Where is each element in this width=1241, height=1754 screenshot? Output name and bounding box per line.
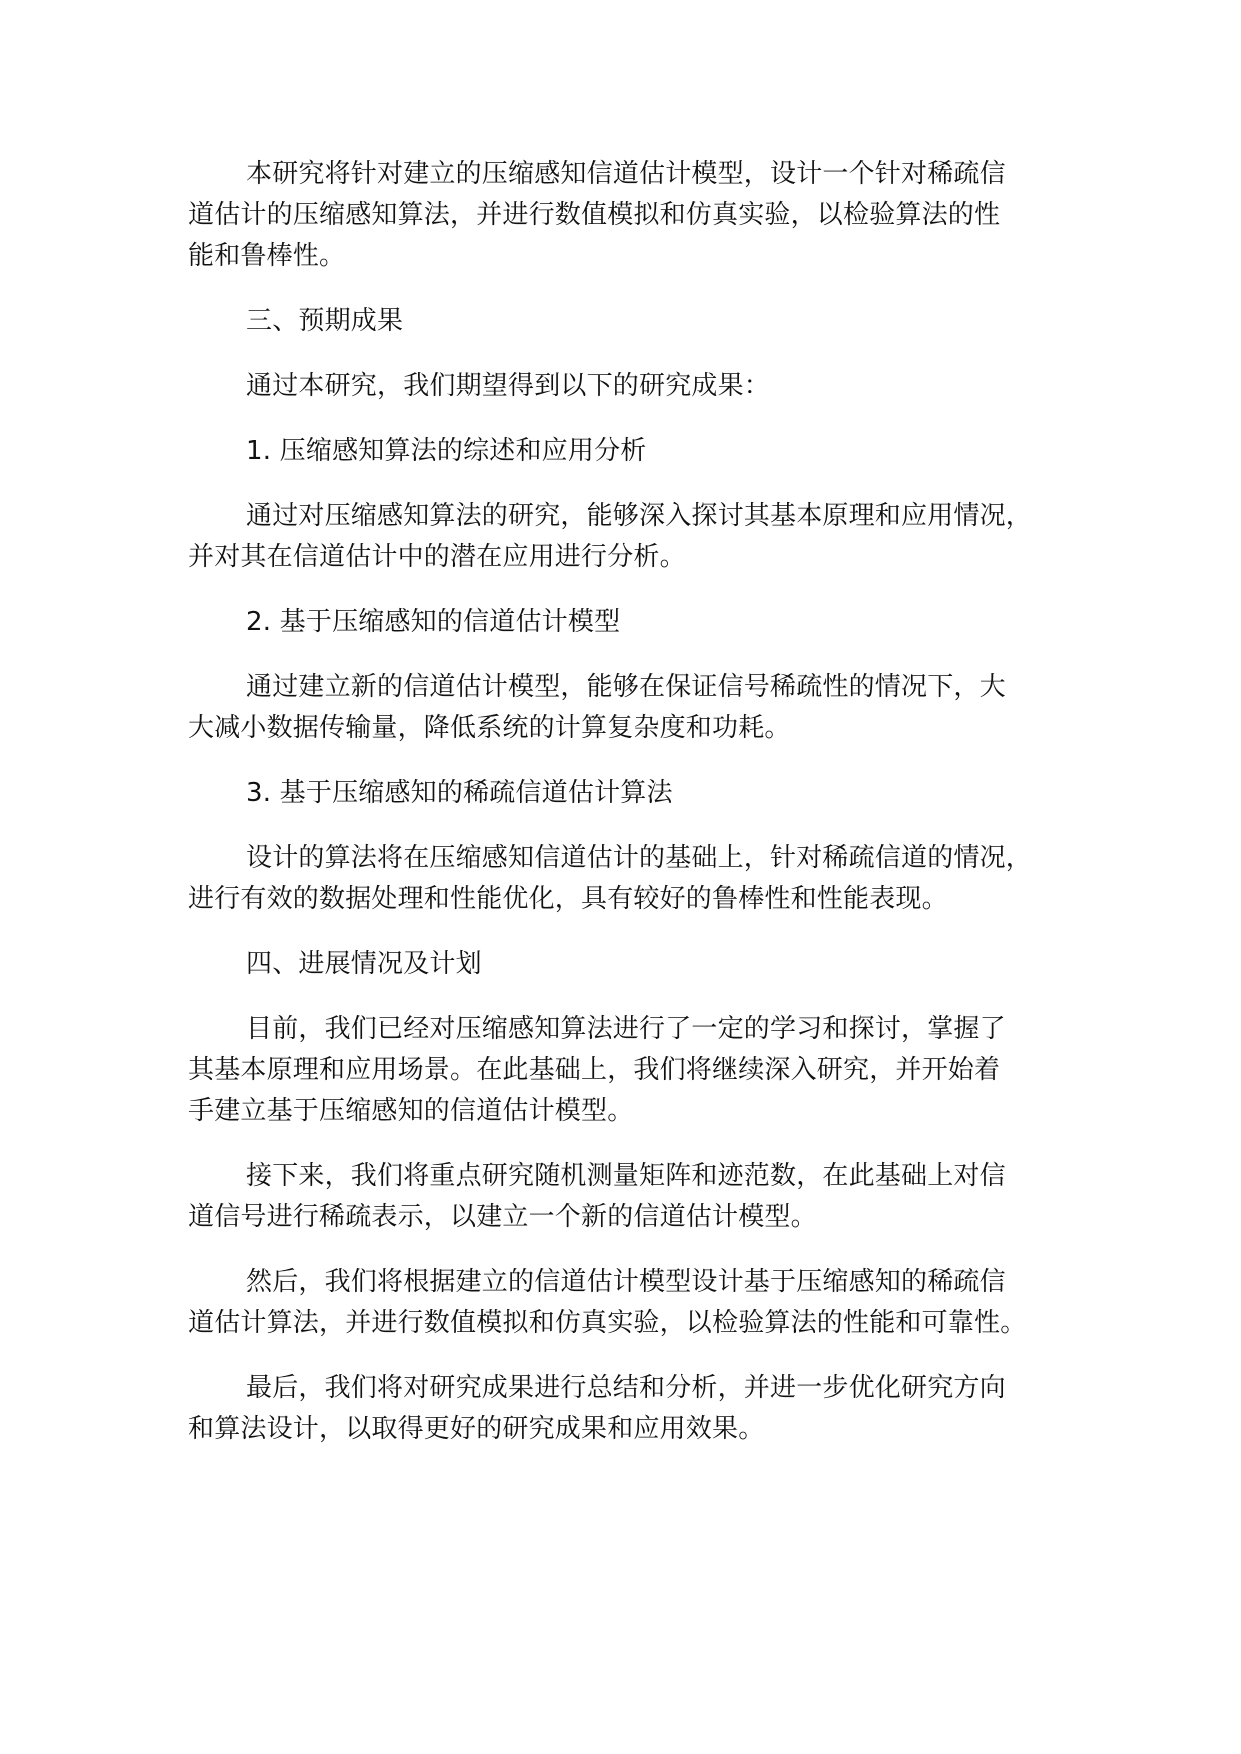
paragraph-research-plan: 本研究将针对建立的压缩感知信道估计模型，设计一个针对稀疏信 道估计的压缩感知算法，并进行数值模拟和仿真实验，以检验算法的性 能和鲁棒性。	[188, 159, 1006, 271]
paragraph-gap	[188, 472, 1088, 496]
paragraph-gap	[188, 643, 1088, 667]
list-item-heading-3: 3. 基于压缩感知的稀疏信道估计算法	[246, 778, 673, 808]
paragraph-expected-intro: 通过本研究，我们期望得到以下的研究成果：	[246, 371, 771, 401]
paragraph-gap	[188, 1344, 1088, 1368]
paragraph-gap	[188, 407, 1088, 431]
document-body	[188, 154, 1088, 1450]
paragraph-item-2: 通过建立新的信道估计模型，能够在保证信号稀疏性的情况下，大 大减小数据传输量，降低系统的计算复杂度和功耗。	[188, 672, 1006, 743]
list-item-heading-2: 2. 基于压缩感知的信道估计模型	[246, 607, 621, 637]
paragraph-gap	[188, 985, 1088, 1009]
paragraph-gap	[188, 578, 1088, 602]
paragraph-progress-next: 接下来，我们将重点研究随机测量矩阵和迹范数，在此基础上对信 道信号进行稀疏表示，以建立一个新的信道估计模型。	[188, 1161, 1006, 1232]
paragraph-gap	[188, 342, 1088, 366]
paragraph-progress-current: 目前，我们已经对压缩感知算法进行了一定的学习和探讨，掌握了 其基本原理和应用场景。在此基础上，我们将继续深入研究，并开始着 手建立基于压缩感知的信道估计模型。	[188, 1014, 1006, 1126]
paragraph-gap	[188, 1132, 1088, 1156]
paragraph-progress-then: 然后，我们将根据建立的信道估计模型设计基于压缩感知的稀疏信 道估计算法，并进行数值模拟和仿真实验，以检验算法的性能和可靠性。	[188, 1267, 1027, 1338]
paragraph-item-1: 通过对压缩感知算法的研究，能够深入探讨其基本原理和应用情况， 并对其在信道估计中的潜在应用进行分析。	[188, 501, 1033, 572]
paragraph-gap	[188, 277, 1088, 301]
paragraph-progress-finally: 最后，我们将对研究成果进行总结和分析，并进一步优化研究方向 和算法设计，以取得更好的研究成果和应用效果。	[188, 1373, 1006, 1444]
paragraph-item-3: 设计的算法将在压缩感知信道估计的基础上，针对稀疏信道的情况， 进行有效的数据处理和性能优化，具有较好的鲁棒性和性能表现。	[188, 843, 1033, 914]
paragraph-gap	[188, 920, 1088, 944]
section-heading-progress-plan: 四、进展情况及计划	[246, 949, 482, 979]
paragraph-gap	[188, 814, 1088, 838]
list-item-heading-1: 1. 压缩感知算法的综述和应用分析	[246, 436, 647, 466]
paragraph-gap	[188, 749, 1088, 773]
section-heading-expected-results: 三、预期成果	[246, 306, 404, 336]
paragraph-gap	[188, 1238, 1088, 1262]
